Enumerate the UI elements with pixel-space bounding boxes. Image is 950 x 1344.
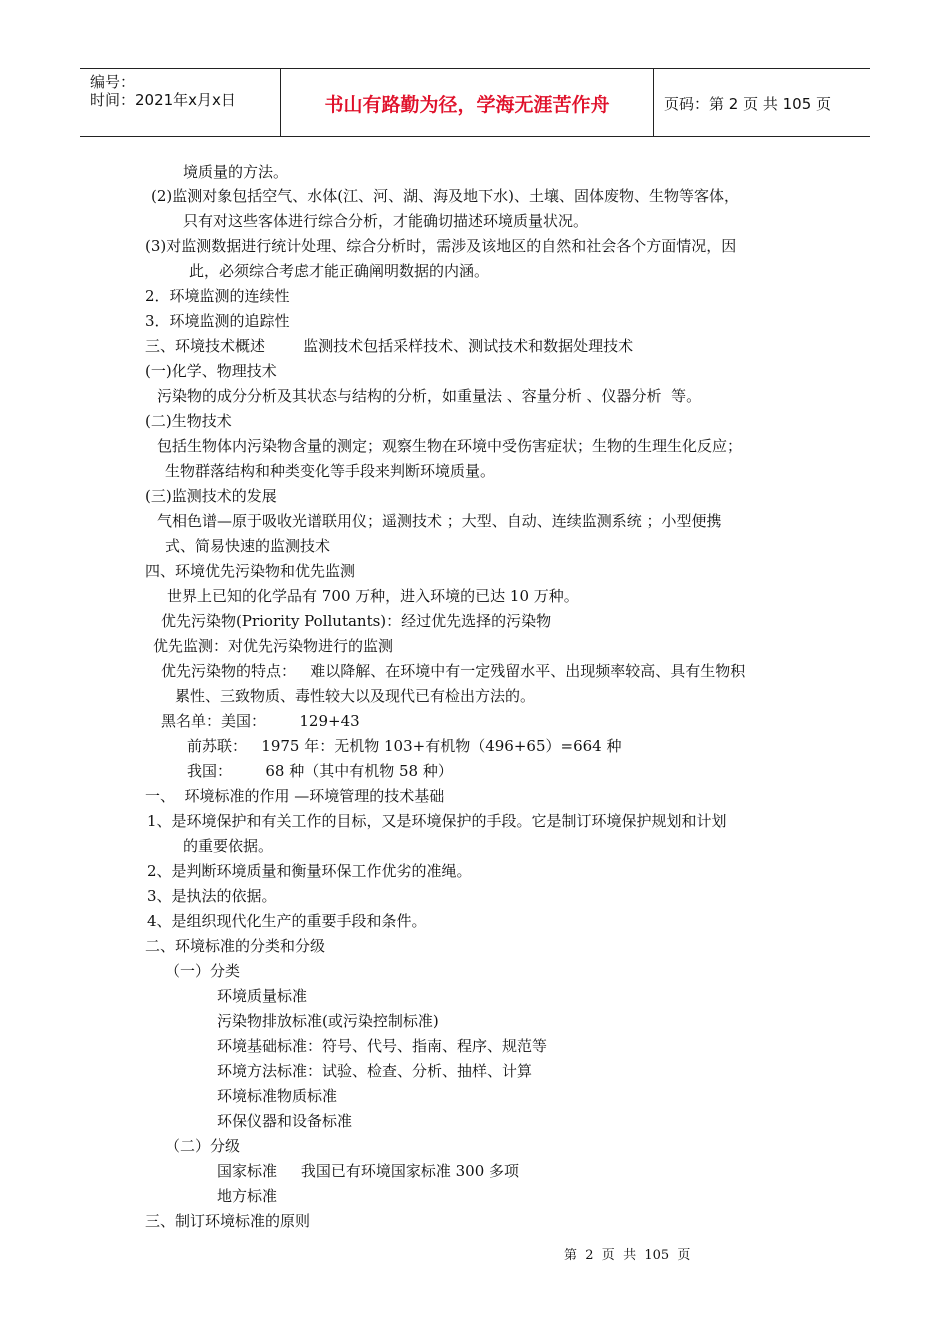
body-line: 黑名单：美国： 129+43	[161, 712, 360, 730]
body-line: (2)监测对象包括空气、水体(江、河、湖、海及地下水)、土壤、固体废物、生物等客体，	[151, 187, 739, 205]
body-line: 前苏联： 1975 年：无机物 103+有机物（496+65）=664 种	[187, 737, 622, 755]
list-item: 环境方法标准：试验、检查、分析、抽样、计算	[217, 1062, 533, 1080]
subsection-heading: (一)化学、物理技术	[145, 362, 277, 380]
subsection-heading: (三)监测技术的发展	[145, 487, 277, 505]
body-line: 气相色谱—原于吸收光谱联用仪；遥测技术 ；大型、自动、连续监测系统 ；小型便携	[157, 512, 722, 530]
body-line: 1、是环境保护和有关工作的目标，又是环境保护的手段。它是制订环境保护规划和计划	[147, 812, 727, 830]
subsection-heading: （二）分级	[165, 1137, 241, 1155]
body-line: 污染物的成分分析及其状态与结构的分析，如重量法 、容量分析 、仪器分析 等。	[157, 387, 702, 405]
body-line: 优先污染物的特点： 难以降解、在环境中有一定残留水平、出现频率较高、具有生物积	[161, 662, 746, 680]
document-number-label: 编号：	[90, 73, 136, 91]
subsection-heading: (二)生物技术	[145, 412, 232, 430]
subsection-heading: （一）分类	[165, 962, 241, 980]
section-heading: 二、环境标准的分类和分级	[145, 937, 326, 955]
list-item: 地方标准	[217, 1187, 278, 1205]
body-line: 境质量的方法。	[183, 163, 289, 181]
list-item: 环境基础标准：符号、代号、指南、程序、规范等	[217, 1037, 548, 1055]
section-heading: 2．环境监测的连续性	[145, 287, 290, 305]
body-line: 累性、三致物质、毒性较大以及现代已有检出方法的。	[175, 687, 536, 705]
page-footer: 第 2 页 共 105 页	[564, 1248, 691, 1263]
list-item: 污染物排放标准(或污染控制标准)	[217, 1012, 439, 1030]
body-line: 的重要依据。	[183, 837, 274, 855]
header-page-number: 页码：第 2 页 共 105 页	[664, 95, 832, 113]
body-line: 优先监测：对优先污染物进行的监测	[153, 637, 394, 655]
header-motto: 书山有路勤为径，学海无涯苦作舟	[324, 94, 610, 116]
list-item: 环保仪器和设备标准	[217, 1112, 353, 1130]
section-heading: 三、制订环境标准的原则	[145, 1212, 311, 1230]
list-item: 国家标准 我国已有环境国家标准 300 多项	[217, 1162, 520, 1180]
body-line: 4、是组织现代化生产的重要手段和条件。	[147, 912, 427, 930]
body-line: 优先污染物(Priority Pollutants)：经过优先选择的污染物	[161, 612, 552, 630]
body-line: 生物群落结构和种类变化等手段来判断环境质量。	[165, 462, 496, 480]
list-item: 环境标准物质标准	[217, 1087, 338, 1105]
document-time-label: 时间：2021年x月x日	[90, 91, 236, 109]
list-item: 环境质量标准	[217, 987, 308, 1005]
section-heading: 三、环境技术概述 监测技术包括采样技术、测试技术和数据处理技术	[145, 337, 634, 355]
section-heading: 四、环境优先污染物和优先监测	[145, 562, 356, 580]
body-line: 式、简易快速的监测技术	[165, 537, 331, 555]
body-line: (3)对监测数据进行统计处理、综合分析时，需涉及该地区的自然和社会各个方面情况，因	[145, 237, 737, 255]
body-line: 只有对这些客体进行综合分析，才能确切描述环境质量状况。	[183, 212, 589, 230]
body-line: 3、是执法的依据。	[147, 887, 277, 905]
body-line: 2、是判断环境质量和衡量环保工作优劣的准绳。	[147, 862, 472, 880]
section-heading: 3．环境监测的追踪性	[145, 312, 290, 330]
section-heading: 一、 环境标准的作用 —环境管理的技术基础	[145, 787, 445, 805]
body-line: 包括生物体内污染物含量的测定；观察生物在环境中受伤害症状；生物的生理生化反应；	[157, 437, 743, 455]
body-line: 我国： 68 种（其中有机物 58 种）	[187, 762, 453, 780]
body-line: 此，必须综合考虑才能正确阐明数据的内涵。	[189, 262, 490, 280]
body-line: 世界上已知的化学品有 700 万种，进入环境的已达 10 万种。	[167, 587, 579, 605]
